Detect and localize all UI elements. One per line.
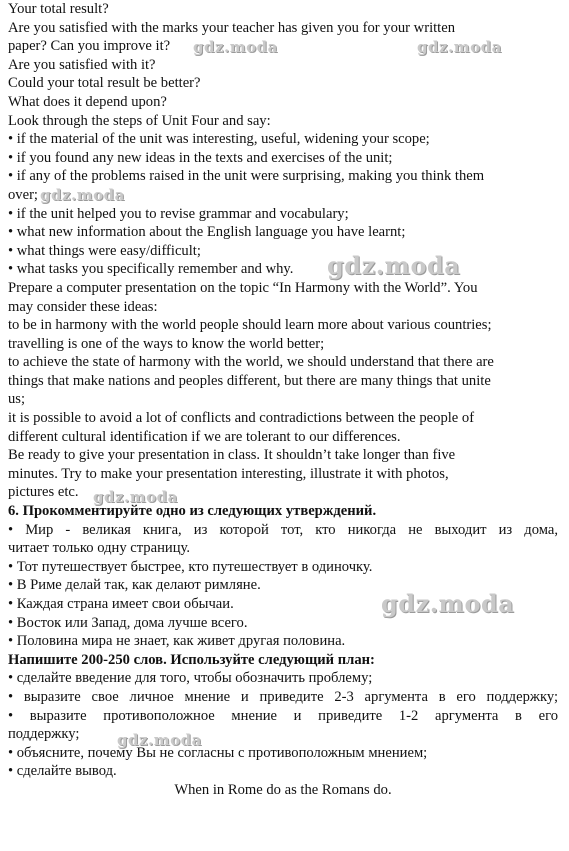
text-line: us;	[8, 391, 26, 408]
document-page	[8, 0, 558, 800]
text-line: minutes. Try to make your presentation interesting, illustrate it with photos,	[8, 465, 449, 482]
text-line: travelling is one of the ways to know the world better;	[8, 335, 325, 352]
text-line: things that make nations and peoples different, but there are many things that unite	[8, 372, 491, 389]
watermark: gdz.moda	[381, 589, 515, 618]
watermark: gdz.moda	[417, 38, 502, 56]
watermark: gdz.moda	[93, 488, 178, 506]
text-line: Look through the steps of Unit Four and say:	[8, 112, 271, 129]
text-line: different cultural identification if we are tolerant to our differences.	[8, 428, 401, 445]
watermark: gdz.moda	[117, 731, 202, 749]
list-item: • if the material of the unit was interesting, useful, widening your scope;	[8, 131, 430, 148]
list-item: • Половина мира не знает, как живет другая половина.	[8, 633, 346, 650]
list-item: • if the unit helped you to revise grammar and vocabulary;	[8, 205, 349, 222]
text-line: pictures etc.	[8, 484, 79, 501]
watermark: gdz.moda	[40, 186, 125, 204]
text-line: поддержку;	[8, 726, 80, 743]
watermark: gdz.moda	[193, 38, 278, 56]
proverb: When in Rome do as the Romans do.	[174, 781, 392, 798]
list-item: • объясните, почему Вы не согласны с противоположным мнением;	[8, 744, 428, 761]
text-line: читает только одну страницу.	[8, 540, 190, 557]
text-line: Be ready to give your presentation in class. It shouldn’t take longer than five	[8, 447, 456, 464]
list-item: • Тот путешествует быстрее, кто путешествует в одиночку.	[8, 558, 373, 575]
list-item: • what new information about the English language you have learnt;	[8, 224, 406, 241]
list-item: • if you found any new ideas in the texts and exercises of the unit;	[8, 149, 393, 166]
list-item: • what tasks you specifically remember and why.	[8, 261, 294, 278]
list-item: • сделайте вывод.	[8, 763, 117, 780]
text-line: Are you satisfied with it?	[8, 56, 156, 73]
list-item: • what things were easy/difficult;	[8, 242, 201, 259]
text-line: Are you satisfied with the marks your teacher has given you for your written	[8, 19, 456, 36]
text-line: Could your total result be better?	[8, 75, 201, 92]
list-item: • сделайте введение для того, чтобы обозначить проблему;	[8, 670, 373, 687]
list-item: • if any of the problems raised in the unit were surprising, making you think them	[8, 168, 485, 185]
text-line: may consider these ideas:	[8, 298, 158, 315]
list-item: • Мир - великая книга, из которой тот, кто никогда не выходит из дома,	[8, 521, 558, 538]
list-item: • выразите свое личное мнение и приведите 2-3 аргумента в его поддержку;	[8, 688, 558, 705]
text-line: Prepare a computer presentation on the topic “In Harmony with the World”. You	[8, 279, 478, 296]
text-line: it is possible to avoid a lot of conflicts and contradictions between the people of	[8, 410, 475, 427]
list-item: • выразите противоположное мнение и приведите 1-2 аргумента в его	[8, 707, 558, 724]
list-item: • Каждая страна имеет свои обычаи.	[8, 596, 234, 612]
text-line: over;	[8, 186, 38, 203]
text-line: What does it depend upon?	[8, 93, 167, 110]
text-line: to achieve the state of harmony with the world, we should understand that there are	[8, 354, 494, 371]
list-item: • В Риме делай так, как делают римляне.	[8, 577, 261, 594]
text-line: to be in harmony with the world people should learn more about various countries;	[8, 317, 492, 334]
text-line: paper? Can you improve it?	[8, 38, 171, 55]
text-line: Your total result?	[8, 1, 109, 17]
watermark: gdz.moda	[327, 251, 461, 280]
list-item: • Восток или Запад, дома лучше всего.	[8, 614, 248, 631]
section-heading: Напишите 200-250 слов. Используйте следующий план:	[8, 651, 375, 668]
section-heading: 6. Прокомментируйте одно из следующих утверждений.	[8, 503, 377, 520]
